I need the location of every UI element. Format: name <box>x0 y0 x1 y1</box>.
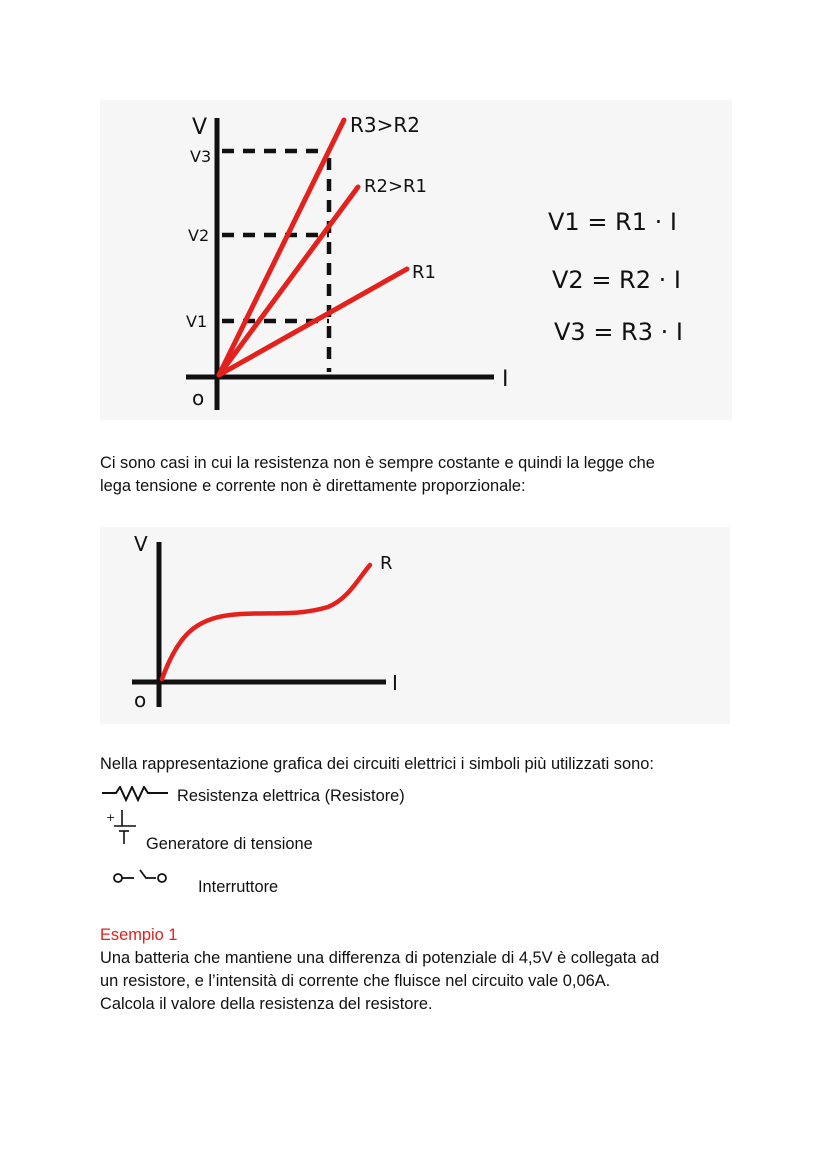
origin-label: o <box>134 688 147 712</box>
switch-label: Interruttore <box>198 878 279 896</box>
x-axis-label: I <box>502 367 509 392</box>
switch-icon <box>112 866 184 886</box>
origin-label: o <box>192 386 205 410</box>
svg-text:+: + <box>106 811 116 824</box>
resistor-label: Resistenza elettrica (Resistore) <box>177 787 405 805</box>
ohm-law-linear-graph <box>100 100 732 420</box>
formula-v3: V3 = R3 · I <box>554 318 683 346</box>
tick-v1: V1 <box>186 312 208 331</box>
example-line-2: un resistore, e l’intensità di corrente che fluisce nel circuito vale 0,06A. <box>100 972 611 990</box>
curve-label: R <box>380 553 393 574</box>
example-block <box>100 924 730 1016</box>
tick-v2: V2 <box>188 226 210 245</box>
line-r2 <box>219 187 358 375</box>
label-r3: R3>R2 <box>350 113 420 137</box>
intro-line-1: Ci sono casi in cui la resistenza non è sempre costante e quindi la legge che <box>100 454 655 472</box>
voltage-source-icon <box>106 810 146 846</box>
voltage-source-label: Generatore di tensione <box>146 835 313 853</box>
example-line-3: Calcola il valore della resistenza del resistore. <box>100 995 433 1013</box>
line-r3 <box>219 120 344 375</box>
label-r2: R2>R1 <box>364 176 427 197</box>
y-axis-label: V <box>192 115 208 140</box>
nonlinear-vi-graph <box>100 527 730 724</box>
formula-v2: V2 = R2 · I <box>552 266 681 294</box>
y-axis-label: V <box>134 532 148 556</box>
symbols-intro-text: Nella rappresentazione grafica dei circuiti elettrici i simboli più utilizzati sono: <box>100 755 654 773</box>
intro-line-2: lega tensione e corrente non è direttamente proporzionale: <box>100 477 526 495</box>
intro-paragraph <box>100 452 730 498</box>
x-axis-label: I <box>392 671 398 695</box>
tick-v3: V3 <box>190 147 212 166</box>
resistance-lines <box>219 120 407 375</box>
example-title: Esempio 1 <box>100 926 178 944</box>
curve-r <box>162 565 370 679</box>
resistor-icon <box>102 786 172 802</box>
example-line-1: Una batteria che mantiene una differenza di potenziale di 4,5V è collegata ad <box>100 949 660 967</box>
symbols-intro <box>100 753 730 776</box>
formula-v1: V1 = R1 · I <box>548 208 677 236</box>
label-r1: R1 <box>412 262 436 283</box>
